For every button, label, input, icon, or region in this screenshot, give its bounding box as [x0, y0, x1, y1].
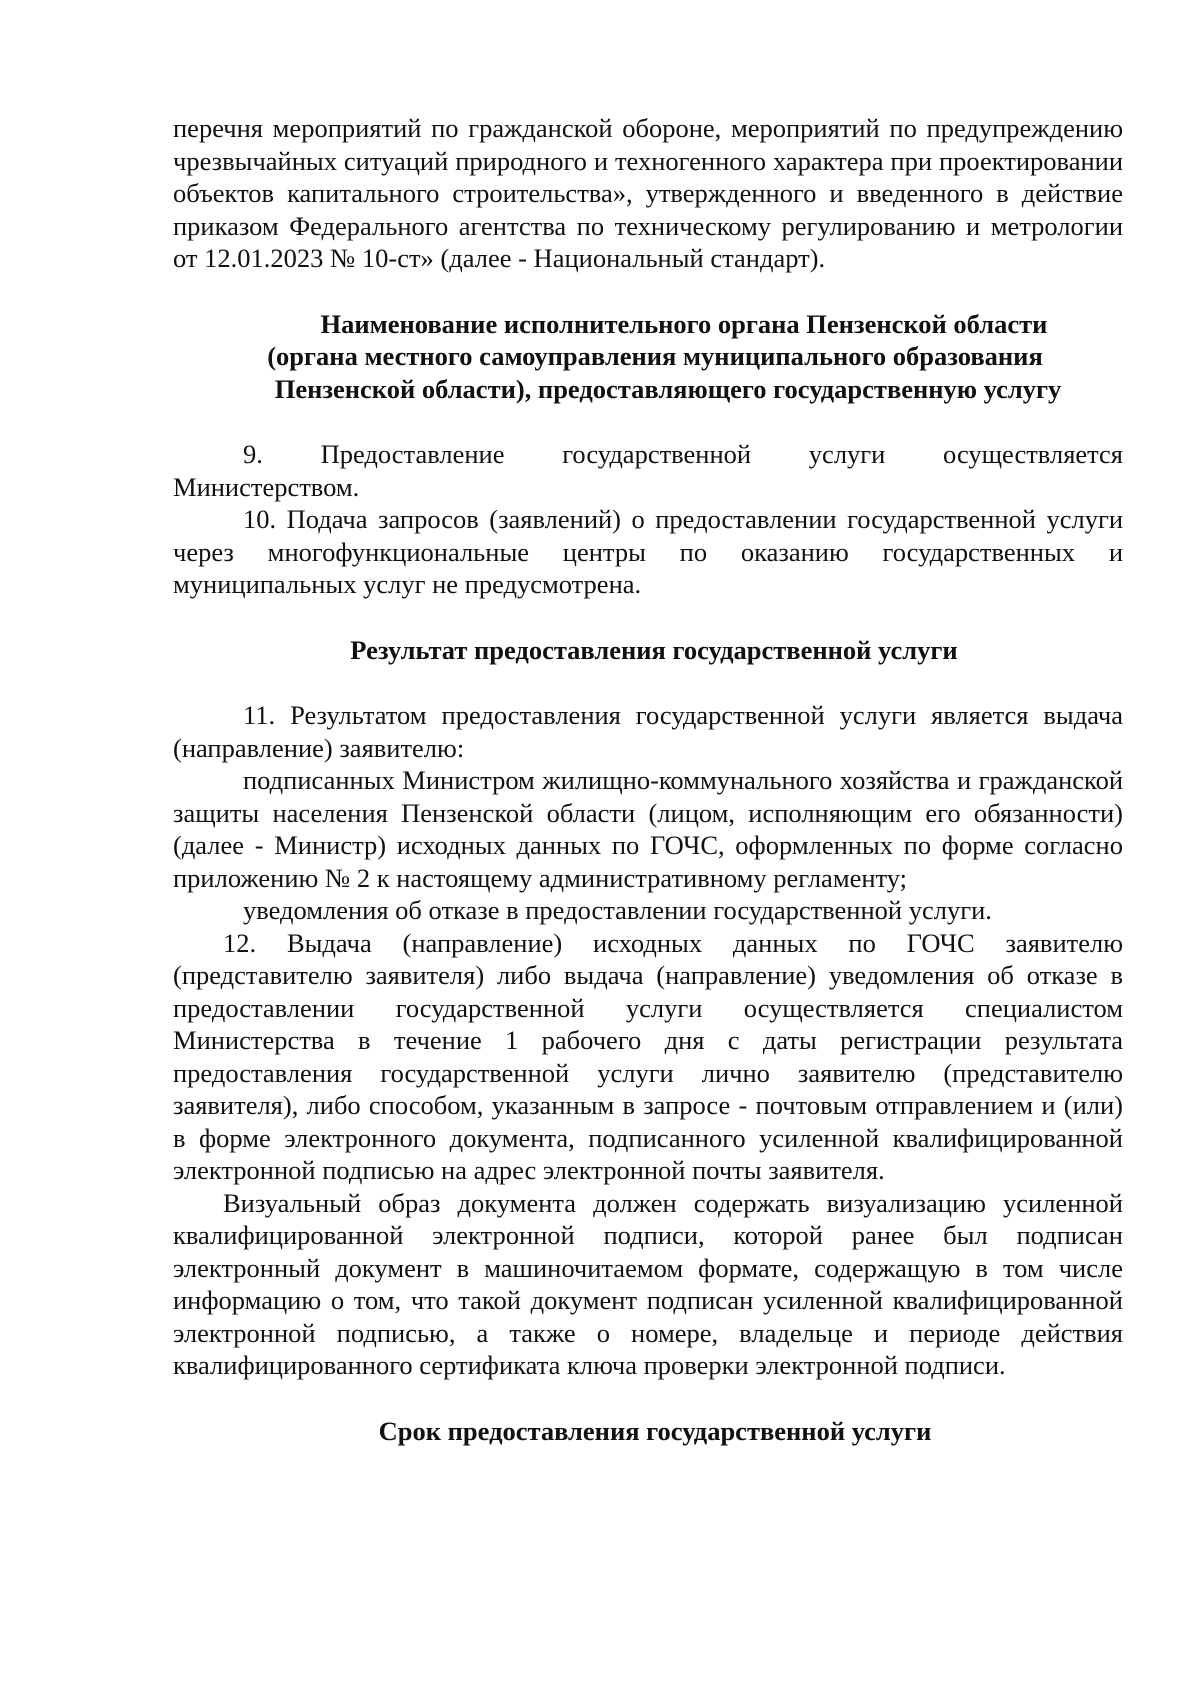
item-11-subitem-1: подписанных Министром жилищно-коммунального хозяйства и гражданской защиты населения Пензенской области (лицом, исполняющим его обязанности) (далее - Министр) исходных данных по ГОЧС, оформленных по форме согласно приложению № 2 к настоящему административному регламенту; — [173, 765, 1123, 893]
authority-heading-line-1: Наименование исполнительного органа Пензенской области — [320, 308, 1048, 339]
term-section-heading: Срок предоставления государственной услуги — [378, 1415, 932, 1446]
item-11-paragraph: 11. Результатом предоставления государственной услуги является выдача (направление) заявителю: — [173, 700, 1123, 763]
spacer — [173, 1382, 1123, 1415]
spacer — [173, 275, 1123, 308]
intro-paragraph: перечня мероприятий по гражданской обороне, мероприятий по предупреждению чрезвычайных ситуаций природного и техногенного характера при проектировании объектов капитального строительства», утвержденного и введенного в действие приказом Федерального агентства по техническому регулированию и метрологии от 12.01.2023 № 10-ст» (далее - Национальный стандарт). — [173, 113, 1123, 273]
item-12-paragraph: 12. Выдача (направление) исходных данных по ГОЧС заявителю (представителю заявителя) либо выдача (направление) уведомления об отказе в предоставлении государственной услуги осуществляется специалистом Министерства в течение 1 рабочего дня с даты регистрации результата предоставления государственной услуги лично заявителю (представителю заявителя), либо способом, указанным в запросе - почтовым отправлением и (или) в форме электронного документа, подписанного усиленной квалифицированной электронной подписью на адрес электронной почты заявителя. — [173, 927, 1123, 1185]
authority-heading-line-3: Пензенской области), предоставляющего государственную услугу — [274, 373, 1062, 404]
item-11-subitem-2: уведомления об отказе в предоставлении государственной услуги. — [243, 895, 992, 925]
authority-heading-line-2: (органа местного самоуправления муниципального образования — [267, 341, 1043, 371]
spacer — [173, 666, 1123, 699]
spacer — [173, 601, 1123, 634]
item-9-paragraph: 9. Предоставление государственной услуги осуществляется Министерством. — [173, 439, 1123, 502]
spacer — [173, 405, 1123, 438]
visual-image-paragraph: Визуальный образ документа должен содержать визуализацию усиленной квалифицированной электронной подписи, которой ранее был подписан электронный документ в машиночитаемом формате, содержащую в том числе информацию о том, что такой документ подписан усиленной квалифицированной электронной подписью, а также о номере, владельце и периоде действия квалифицированного сертификата ключа проверки электронной подписи. — [173, 1187, 1123, 1380]
result-section-heading: Результат предоставления государственной услуги — [350, 634, 958, 665]
authority-section-heading — [173, 308, 1123, 406]
item-10-paragraph: 10. Подача запросов (заявлений) о предоставлении государственной услуги через многофункциональные центры по оказанию государственных и муниципальных услуг не предусмотрена. — [173, 504, 1123, 599]
document-page — [173, 112, 1123, 1447]
